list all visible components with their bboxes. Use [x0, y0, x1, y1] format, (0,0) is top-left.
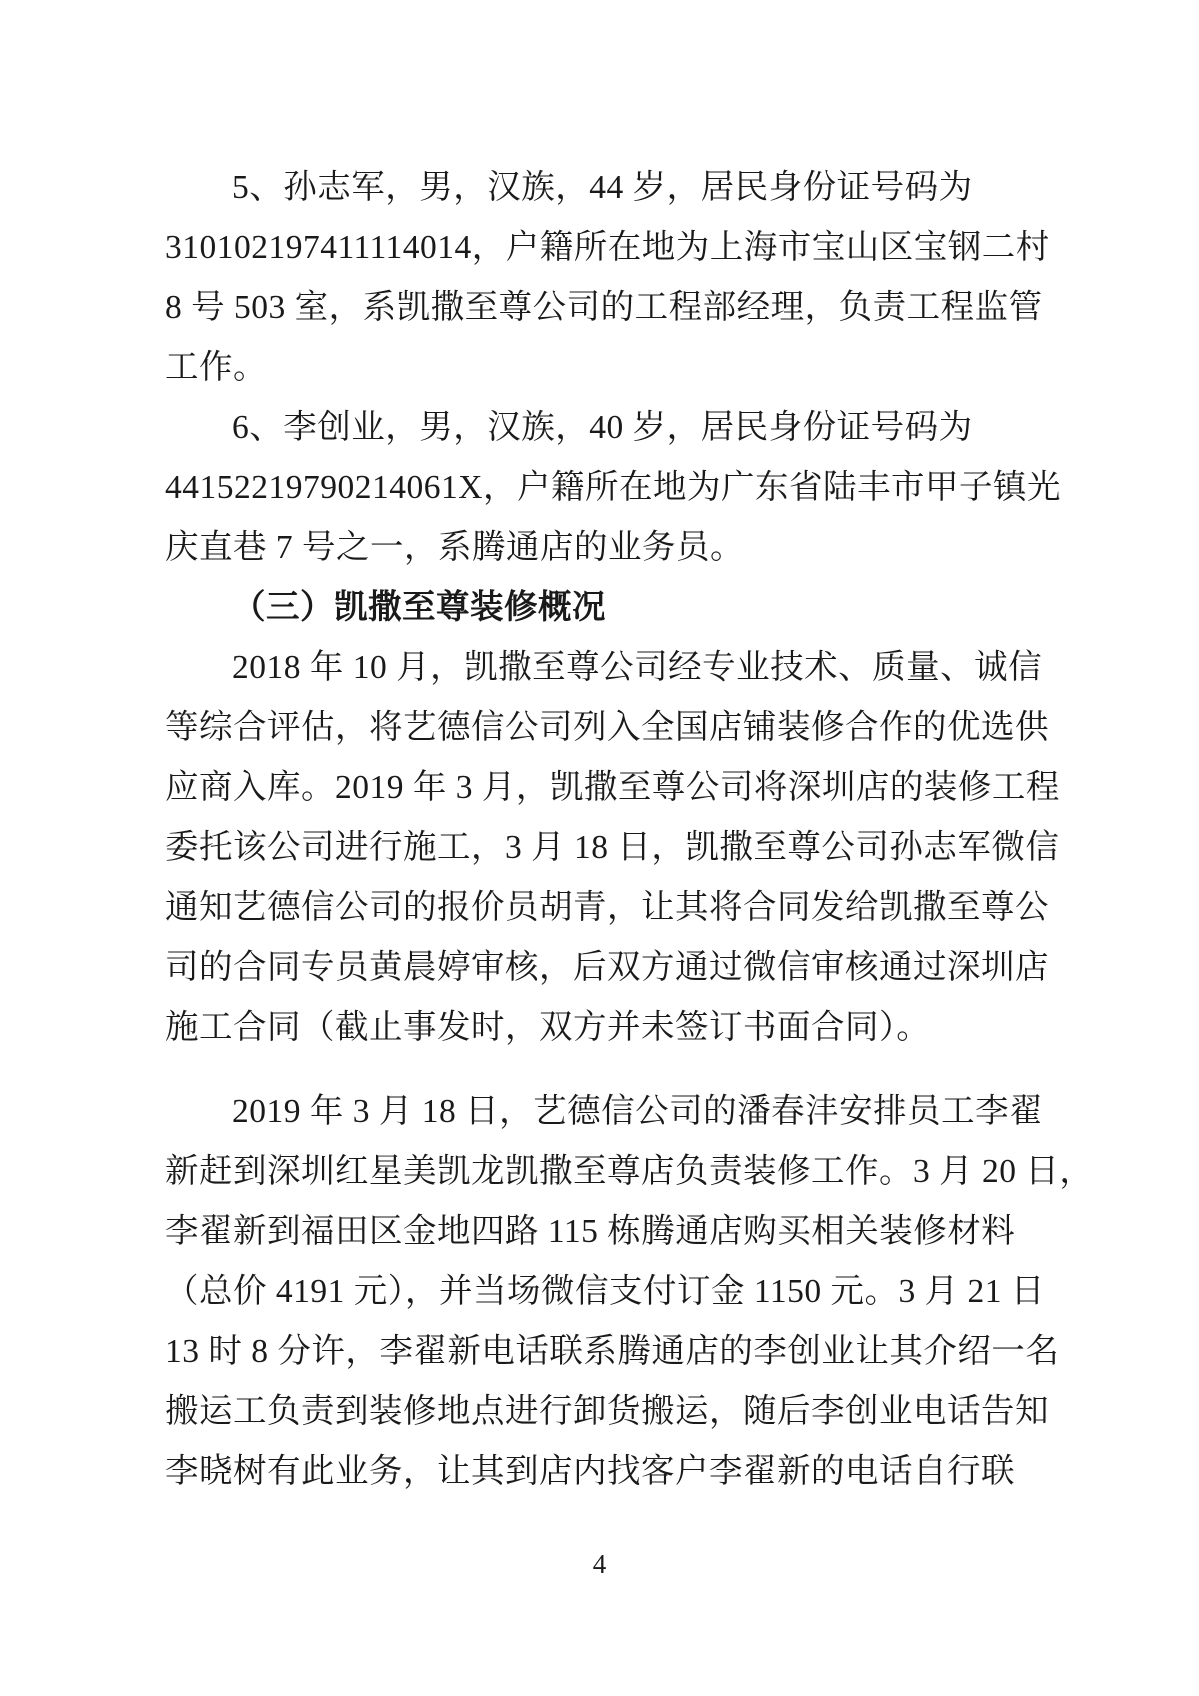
text-line: 5、孙志军，男，汉族，44 岁，居民身份证号码为 — [232, 169, 973, 206]
paragraph-person-5 — [165, 158, 1049, 398]
text-line: 委托该公司进行施工，3 月 18 日，凯撒至尊公司孙志军微信 — [165, 829, 1060, 866]
text-line: 搬运工负责到装修地点进行卸货搬运，随后李创业电话告知 — [165, 1393, 1049, 1430]
text-line: 应商入库。2019 年 3 月，凯撒至尊公司将深圳店的装修工程 — [165, 769, 1060, 806]
text-line: 庆直巷 7 号之一，系腾通店的业务员。 — [165, 529, 744, 566]
text-line: 新赶到深圳红星美凯龙凯撒至尊店负责装修工作。3 月 20 日， — [165, 1153, 1094, 1190]
text-line: 2019 年 3 月 18 日，艺德信公司的潘春沣安排员工李翟 — [232, 1093, 1044, 1130]
paragraph-person-6 — [165, 398, 1061, 578]
text-line: 44152219790214061X，户籍所在地为广东省陆丰市甲子镇光 — [165, 469, 1061, 506]
text-line: 李翟新到福田区金地四路 115 栋腾通店购买相关装修材料 — [165, 1213, 1016, 1250]
text-line: 司的合同专员黄晨婷审核，后双方通过微信审核通过深圳店 — [165, 949, 1049, 986]
text-line: 310102197411114014，户籍所在地为上海市宝山区宝钢二村 — [165, 229, 1050, 266]
page-number: 4 — [592, 1549, 607, 1579]
section-heading — [165, 578, 1049, 638]
paragraph-renovation-overview — [165, 638, 1060, 1058]
text-line: 13 时 8 分许，李翟新电话联系腾通店的李创业让其介绍一名 — [165, 1333, 1060, 1370]
text-line: 等综合评估，将艺德信公司列入全国店铺装修合作的优选供 — [165, 709, 1049, 746]
section-heading-text: （三）凯撒至尊装修概况 — [232, 589, 606, 626]
text-line: 6、李创业，男，汉族，40 岁，居民身份证号码为 — [232, 409, 973, 446]
text-line: 施工合同（截止事发时，双方并未签订书面合同）。 — [165, 1009, 931, 1046]
document-body — [165, 158, 1094, 1502]
text-line: （总价 4191 元），并当场微信支付订金 1150 元。3 月 21 日 — [165, 1273, 1045, 1310]
text-line: 工作。 — [165, 349, 267, 386]
text-line: 李晓树有此业务，让其到店内找客户李翟新的电话自行联 — [165, 1453, 1015, 1490]
text-line: 通知艺德信公司的报价员胡青，让其将合同发给凯撒至尊公 — [165, 889, 1049, 926]
paragraph-events-march — [165, 1082, 1094, 1502]
text-line: 8 号 503 室，系凯撒至尊公司的工程部经理，负责工程监管 — [165, 289, 1043, 326]
text-line: 2018 年 10 月，凯撒至尊公司经专业技术、质量、诚信 — [232, 649, 1043, 686]
